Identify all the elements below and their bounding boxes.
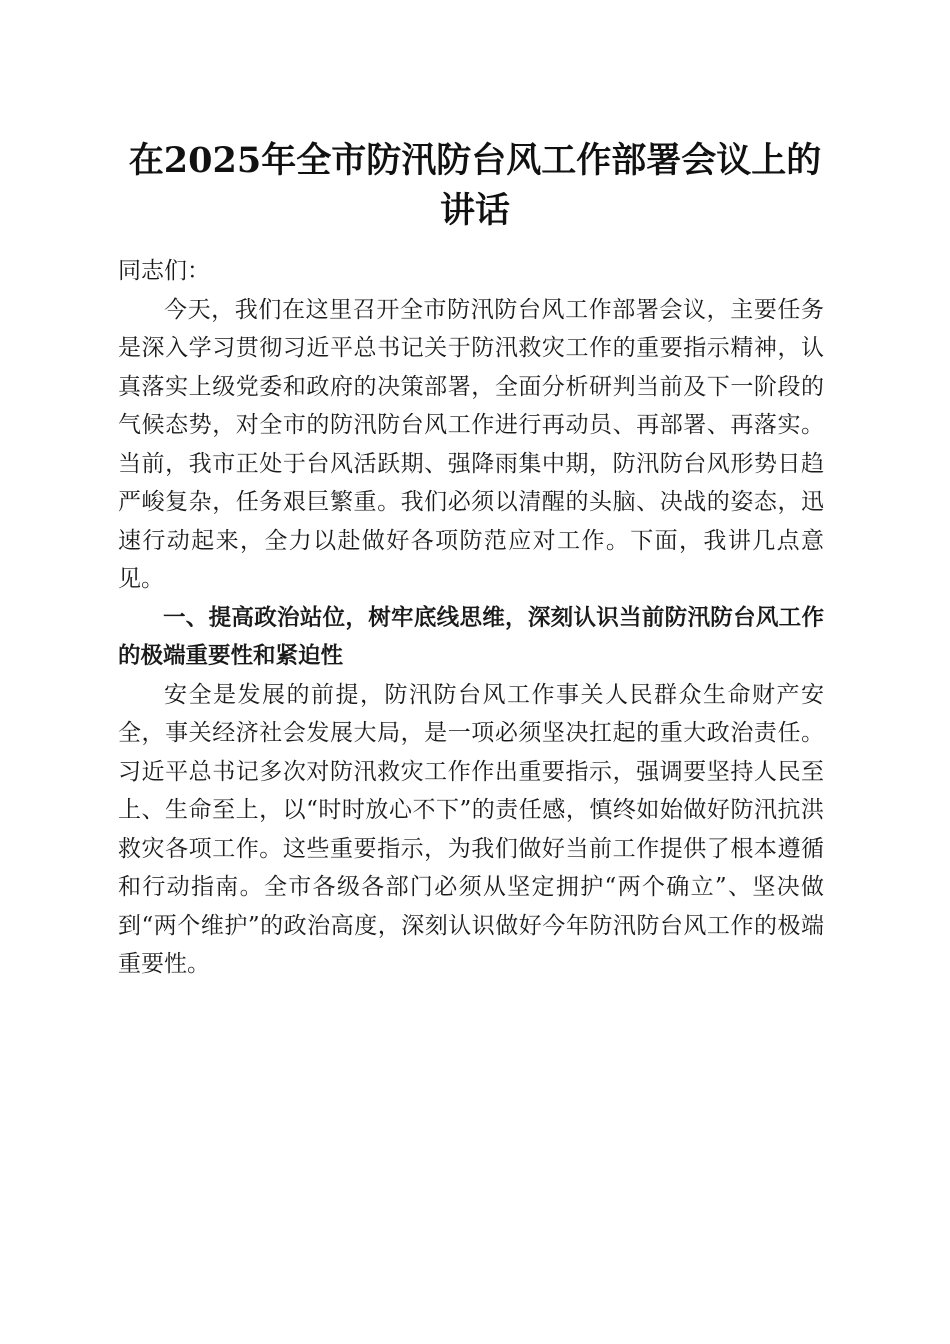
salutation: 同志们： [118, 258, 210, 284]
document-title: 在2025年全市防汛防台风工作部署会议上的讲话 [128, 140, 822, 231]
intro-paragraph: 今天，我们在这里召开全市防汛防台风工作部署会议，主要任务是深入学习贯彻习近平总书记关于防汛救灾工作的重要指示精神，认真落实上级党委和政府的决策部署，全面分析研判当前及下一阶段的气候态势，对全市的防汛防台风工作进行再动员、再部署、再落实。当前，我市正处于台风活跃期、强降雨集中期，防汛防台风形势日趋严峻复杂，任务艰巨繁重。我们必须以清醒的头脑、决战的姿态，迅速行动起来，全力以赴做好各项防范应对工作。下面，我讲几点意见。 [118, 296, 824, 592]
document-body [118, 252, 824, 984]
section-paragraph: 安全是发展的前提，防汛防台风工作事关人民群众生命财产安全，事关经济社会发展大局，是一项必须坚决扛起的重大政治责任。习近平总书记多次对防汛救灾工作作出重要指示，强调要坚持人民至上、生命至上，以“时时放心不下”的责任感，慎终如始做好防汛抗洪救灾各项工作。这些重要指示，为我们做好当前工作提供了根本遵循和行动指南。全市各级各部门必须从坚定拥护“两个确立”、坚决做到“两个维护”的政治高度，深刻认识做好今年防汛防台风工作的极端重要性。 [118, 681, 824, 977]
section-heading: 一、提高政治站位，树牢底线思维，深刻认识当前防汛防台风工作的极端重要性和紧迫性 [118, 604, 824, 669]
